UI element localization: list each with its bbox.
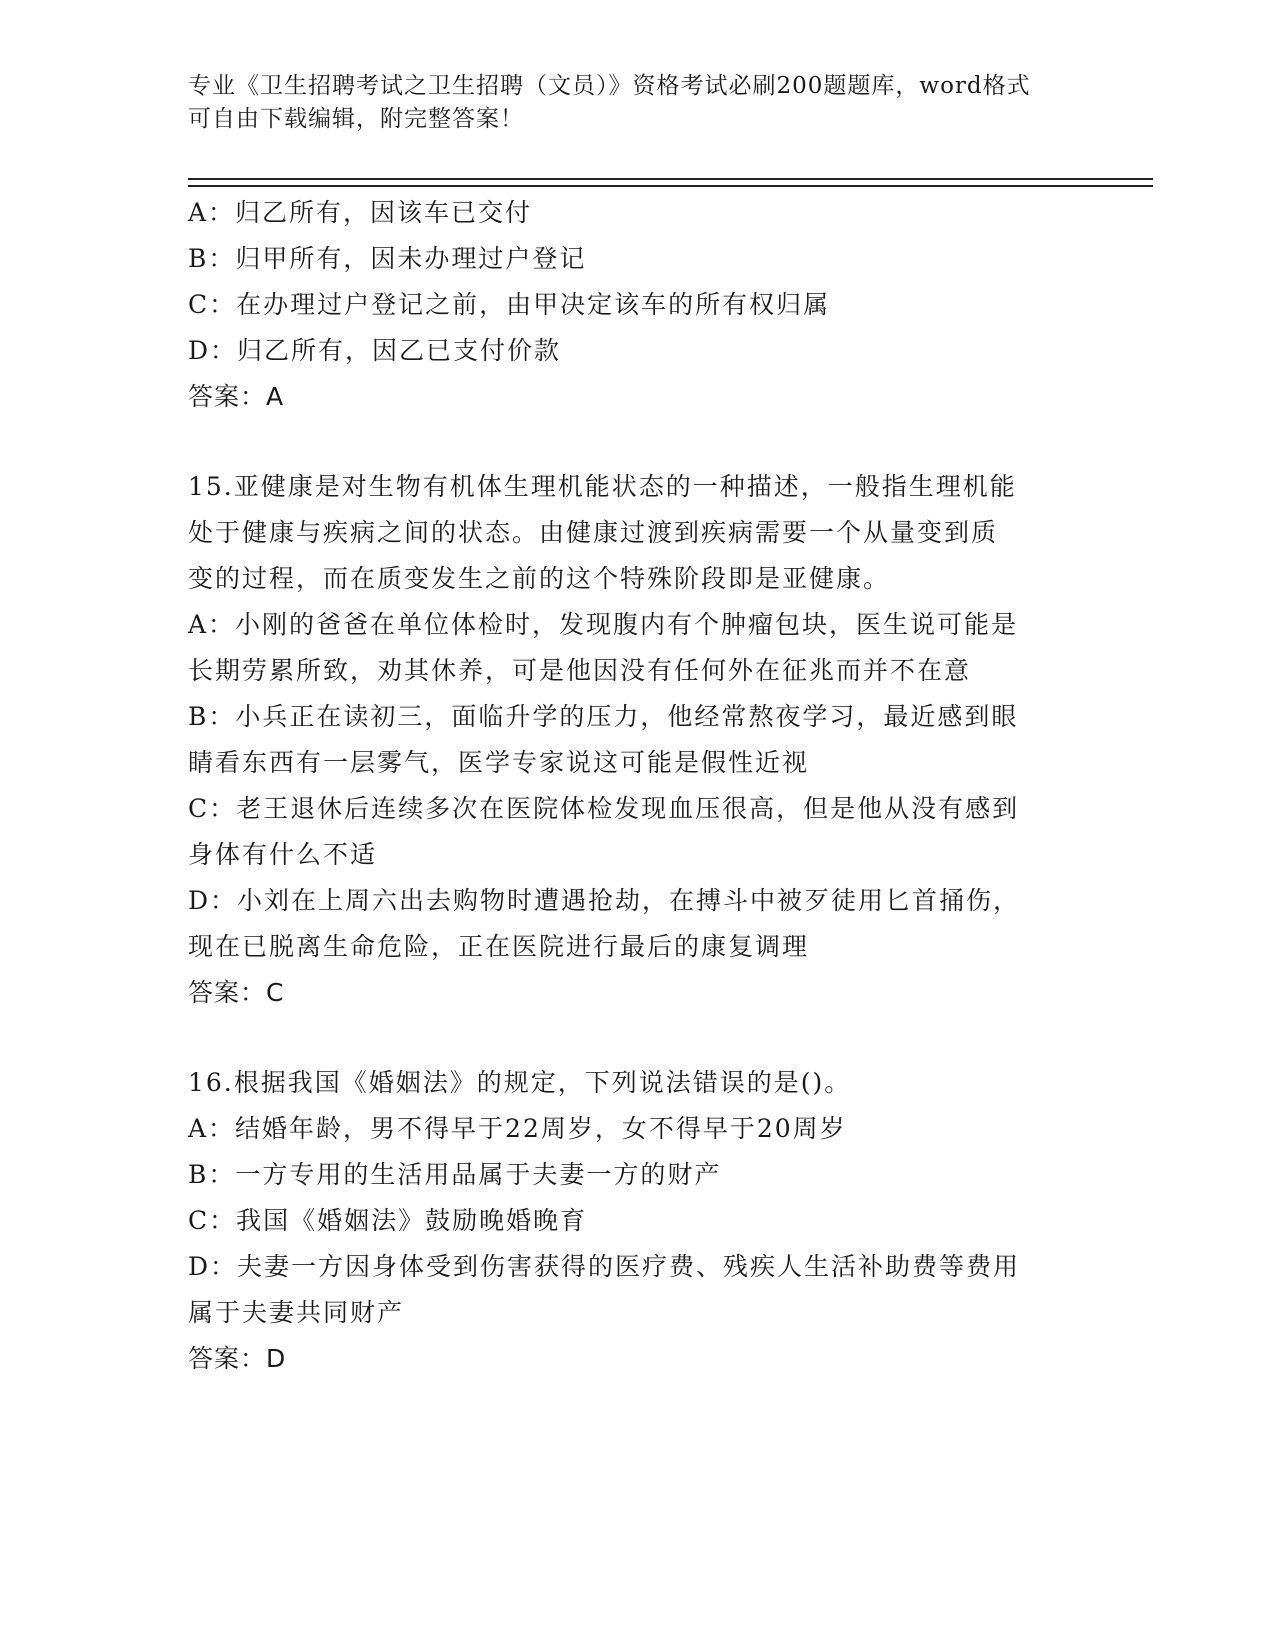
- question-stem-line: 变的过程，而在质变发生之前的这个特殊阶段即是亚健康。: [188, 564, 891, 593]
- option-c: C：老王退休后连续多次在医院体检发现血压很高，但是他从没有感到: [188, 794, 1020, 823]
- option-d-continued: 属于夫妻共同财产: [188, 1298, 405, 1327]
- answer: 答案：D: [188, 1344, 287, 1373]
- option-a: A：小刚的爸爸在单位体检时，发现腹内有个肿瘤包块，医生说可能是: [188, 610, 1019, 639]
- option-c-continued: 身体有什么不适: [188, 840, 378, 869]
- option-d: D：小刘在上周六出去购物时遭遇抢劫，在搏斗中被歹徒用匕首捅伤，: [188, 886, 1021, 915]
- header-line-1: 专业《卫生招聘考试之卫生招聘（文员）》资格考试必刷200题题库，word格式: [188, 73, 1031, 99]
- option-d: D：夫妻一方因身体受到伤害获得的医疗费、残疾人生活补助费等费用: [188, 1252, 1021, 1281]
- option-b: B：小兵正在读初三，面临升学的压力，他经常熬夜学习，最近感到眼: [188, 702, 1019, 731]
- option-b-continued: 睛看东西有一层雾气，医学专家说这可能是假性近视: [188, 748, 810, 777]
- header-divider-bottom: [188, 185, 1153, 187]
- option-b: B：归甲所有，因未办理过户登记: [188, 244, 587, 273]
- document-header: [188, 70, 1088, 136]
- question-stem-line: 15.亚健康是对生物有机体生理机能状态的一种描述，一般指生理机能: [188, 472, 1017, 501]
- answer: 答案：C: [188, 978, 285, 1007]
- option-c: C：我国《婚姻法》鼓励晚婚晚育: [188, 1206, 588, 1235]
- option-b: B：一方专用的生活用品属于夫妻一方的财产: [188, 1160, 722, 1189]
- header-line-2: 可自由下载编辑，附完整答案！: [188, 106, 524, 132]
- option-d-continued: 现在已脱离生命危险，正在医院进行最后的康复调理: [188, 932, 810, 961]
- option-d: D：归乙所有，因乙已支付价款: [188, 336, 562, 365]
- option-a-continued: 长期劳累所致，劝其休养，可是他因没有任何外在征兆而并不在意: [188, 656, 972, 685]
- option-c: C：在办理过户登记之前，由甲决定该车的所有权归属: [188, 290, 831, 319]
- question-15: [188, 464, 1088, 1016]
- header-divider-top: [188, 178, 1153, 180]
- spacer: [188, 1016, 1088, 1060]
- question-14: [188, 190, 1088, 420]
- option-a: A：结婚年龄，男不得早于22周岁，女不得早于20周岁: [188, 1114, 847, 1143]
- option-a: A：归乙所有，因该车已交付: [188, 198, 533, 227]
- spacer: [188, 420, 1088, 464]
- question-stem-line: 处于健康与疾病之间的状态。由健康过渡到疾病需要一个从量变到质: [188, 518, 999, 547]
- question-16: [188, 1060, 1088, 1382]
- document-body: [188, 190, 1088, 1382]
- question-stem: 16.根据我国《婚姻法》的规定，下列说法错误的是()。: [188, 1068, 852, 1097]
- answer: 答案：A: [188, 382, 285, 411]
